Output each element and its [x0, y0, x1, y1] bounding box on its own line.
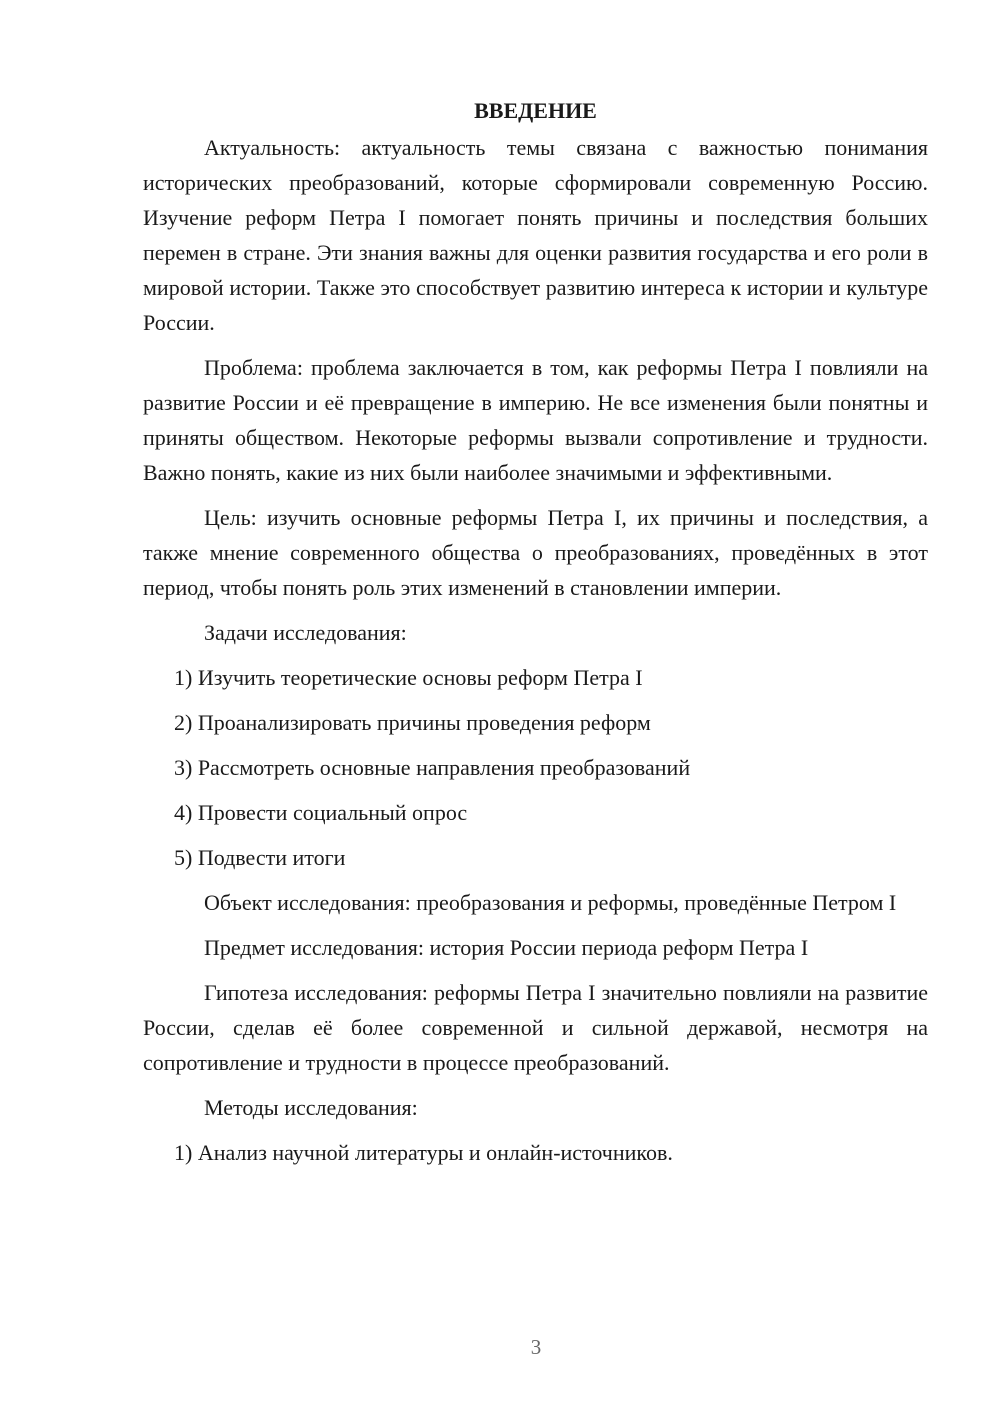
list-item: 1) Изучить теоретические основы реформ Петра I	[174, 665, 643, 690]
paragraph-object: Объект исследования: преобразования и реформы, проведённые Петром I	[204, 890, 897, 915]
paragraph-subject: Предмет исследования: история России периода реформ Петра I	[204, 935, 809, 960]
paragraph-goal: Цель: изучить основные реформы Петра I, их причины и последствия, а также мнение современного общества о преобразованиях, проведённых в этот период, чтобы понять роль этих изменений в становлении империи.	[143, 505, 928, 600]
paragraph-relevance: Актуальность: актуальность темы связана с важностью понимания исторических преобразований, которые сформировали современную Россию. Изучение реформ Петра I помогает понять причины и последствия больших перемен в стране. Эти знания важны для оценки развития государства и его роли в мировой истории. Также это способствует развитию интереса к истории и культуре России.	[143, 135, 928, 335]
tasks-title: Задачи исследования:	[204, 620, 407, 645]
section-heading: ВВЕДЕНИЕ	[474, 98, 597, 123]
list-item: 1) Анализ научной литературы и онлайн-источников.	[174, 1140, 673, 1165]
list-item: 5) Подвести итоги	[174, 845, 346, 870]
tasks-list	[143, 660, 928, 875]
list-item: 3) Рассмотреть основные направления преобразований	[174, 755, 691, 780]
paragraph-hypothesis: Гипотеза исследования: реформы Петра I значительно повлияли на развитие России, сделав её более современной и сильной державой, несмотря на сопротивление и трудности в процессе преобразований.	[143, 980, 928, 1075]
methods-title: Методы исследования:	[204, 1095, 418, 1120]
page-number: 3	[530, 1335, 542, 1359]
paragraph-problem: Проблема: проблема заключается в том, как реформы Петра I повлияли на развитие России и её превращение в империю. Не все изменения были понятны и приняты обществом. Некоторые реформы вызвали сопротивление и трудности. Важно понять, какие из них были наиболее значимыми и эффективными.	[143, 355, 928, 485]
page-content	[143, 93, 928, 1180]
list-item: 2) Проанализировать причины проведения реформ	[174, 710, 651, 735]
methods-list	[143, 1135, 928, 1170]
list-item: 4) Провести социальный опрос	[174, 800, 468, 825]
